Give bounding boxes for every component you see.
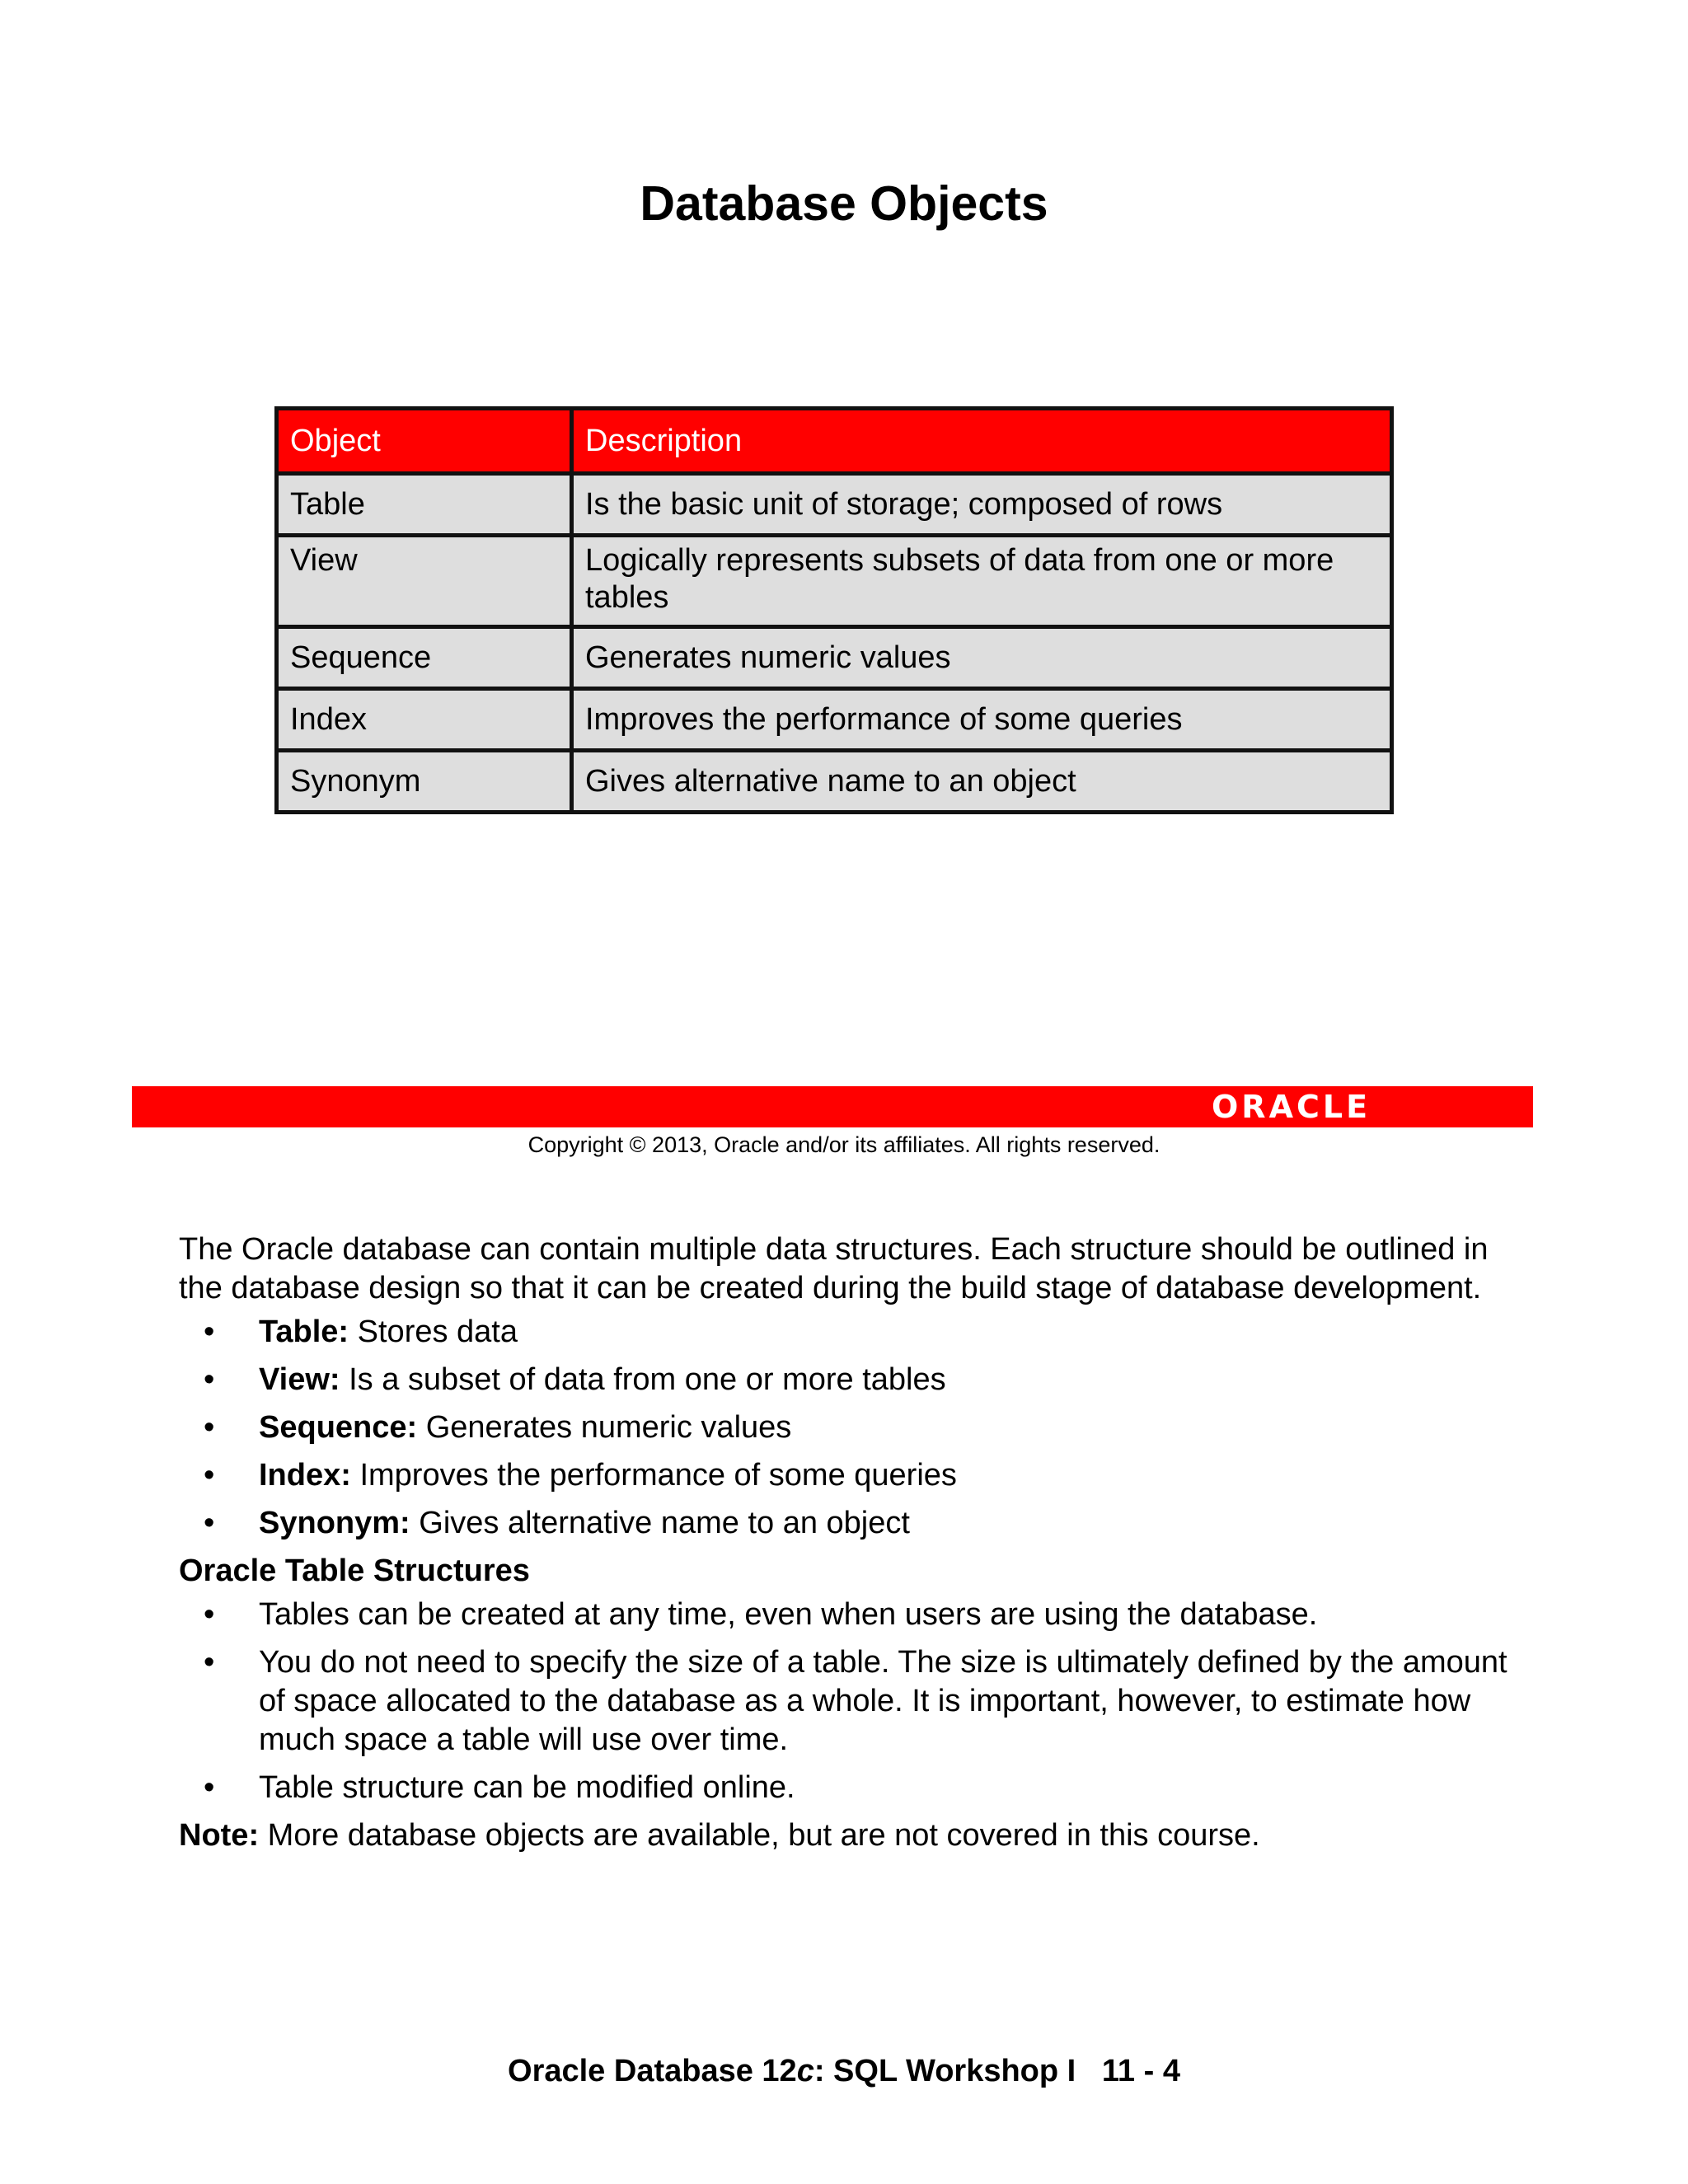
table-row — [277, 536, 1392, 627]
list-item — [179, 1408, 1531, 1447]
object-cell: Synonym — [277, 751, 572, 813]
description-cell: Gives alternative name to an object — [572, 751, 1392, 813]
note-text: More database objects are available, but are not covered in this course. — [259, 1818, 1260, 1853]
note-paragraph — [179, 1816, 1531, 1855]
table-row — [277, 474, 1392, 536]
bullet-text: Is a subset of data from one or more tables — [340, 1362, 946, 1397]
footer-prefix: Oracle Database 12 — [508, 2054, 797, 2088]
note-label: Note: — [179, 1818, 260, 1853]
list-item — [179, 1361, 1531, 1399]
object-bullet-list — [179, 1313, 1531, 1543]
bullet-term: Sequence: — [259, 1410, 418, 1445]
bullet-icon: • — [204, 1410, 215, 1445]
footer-suffix: : SQL Workshop I 11 - 4 — [814, 2054, 1180, 2088]
table-row — [277, 627, 1392, 689]
list-item — [179, 1504, 1531, 1543]
bullet-text: Stores data — [349, 1315, 518, 1349]
list-item — [179, 1769, 1531, 1807]
bullet-text: Generates numeric values — [417, 1410, 792, 1445]
bullet-text: You do not need to specify the size of a table. The size is ultimately defined by the amount of space allocated to the database as a whole. It is important, however, to estimate how much space a table will use over time. — [259, 1645, 1507, 1757]
bullet-text: Improves the performance of some queries — [350, 1458, 957, 1493]
bullet-term: Synonym: — [259, 1506, 410, 1540]
bullet-text: Tables can be created at any time, even when users are using the database. — [259, 1597, 1318, 1632]
oracle-logo: ORACLE — [1212, 1089, 1372, 1125]
bullet-icon: • — [204, 1458, 215, 1493]
slide-title: Database Objects — [640, 176, 1048, 231]
bullet-icon: • — [204, 1362, 215, 1397]
description-cell: Logically represents subsets of data from one or more tables — [572, 536, 1392, 627]
bullet-term: Index: — [259, 1458, 351, 1493]
notes-section — [179, 1230, 1531, 1855]
table-header-row — [277, 409, 1392, 474]
object-cell: Sequence — [277, 627, 572, 689]
bullet-icon: • — [204, 1315, 215, 1349]
object-cell: Table — [277, 474, 572, 536]
header-description: Description — [572, 409, 1392, 474]
table-row — [277, 751, 1392, 813]
database-objects-table — [274, 406, 1394, 814]
list-item — [179, 1313, 1531, 1352]
list-item — [179, 1596, 1531, 1634]
intro-paragraph: The Oracle database can contain multiple data structures. Each structure should be outlined in the database design so that it can be created during the build stage of database development. — [179, 1232, 1489, 1305]
description-cell: Generates numeric values — [572, 627, 1392, 689]
object-cell: Index — [277, 689, 572, 751]
structure-bullet-list — [179, 1596, 1531, 1807]
copyright-text: Copyright © 2013, Oracle and/or its affiliates. All rights reserved. — [528, 1132, 1160, 1157]
subheading: Oracle Table Structures — [179, 1554, 530, 1588]
description-cell: Improves the performance of some queries — [572, 689, 1392, 751]
bullet-text: Gives alternative name to an object — [410, 1506, 910, 1540]
bullet-term: Table: — [259, 1315, 349, 1349]
header-object: Object — [277, 409, 572, 474]
bullet-text: Table structure can be modified online. — [259, 1770, 795, 1805]
bullet-icon: • — [204, 1770, 215, 1805]
bullet-term: View: — [259, 1362, 340, 1397]
description-cell: Is the basic unit of storage; composed of rows — [572, 474, 1392, 536]
object-cell: View — [277, 536, 572, 627]
list-item — [179, 1456, 1531, 1495]
list-item — [179, 1643, 1531, 1760]
page-footer — [0, 2052, 1688, 2090]
bullet-icon: • — [204, 1506, 215, 1540]
table-row — [277, 689, 1392, 751]
bullet-icon: • — [204, 1645, 215, 1680]
footer-italic: c — [796, 2054, 814, 2088]
bullet-icon: • — [204, 1597, 215, 1632]
